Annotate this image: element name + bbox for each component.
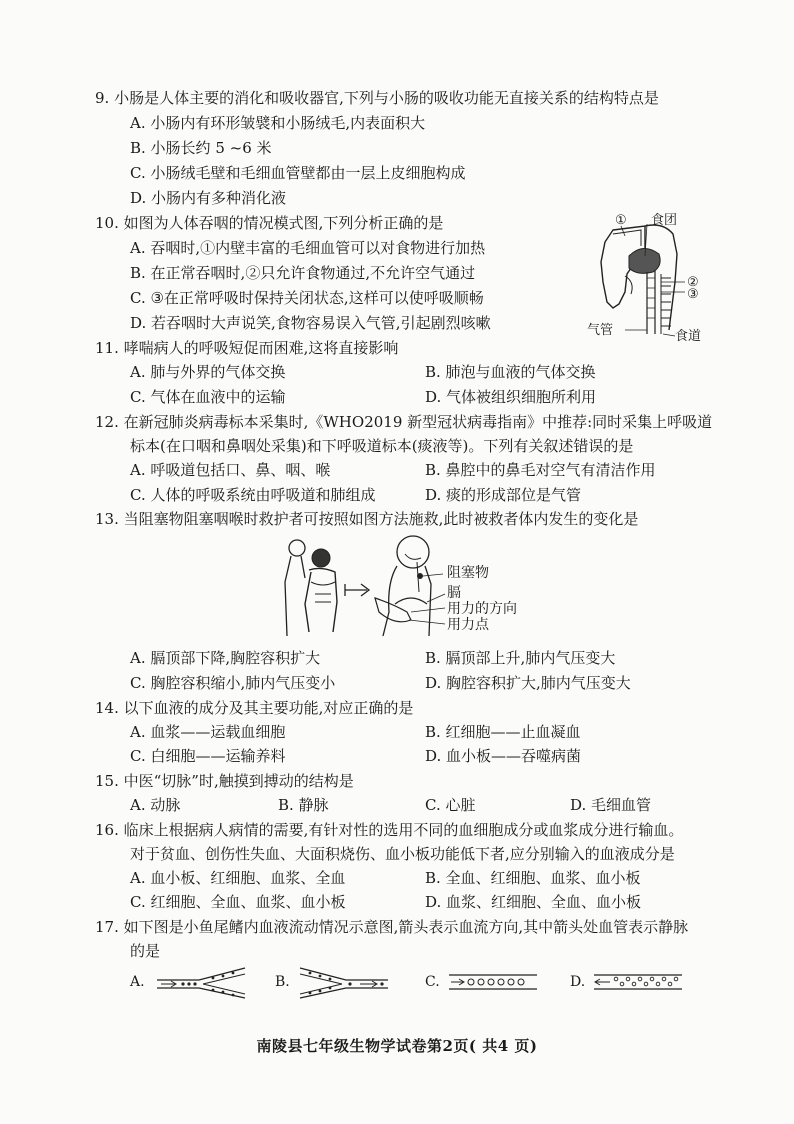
q11-option-c: C. 气体在血液中的运输	[130, 388, 286, 406]
q15-stem: 15. 中医“切脉”时,触摸到搏动的结构是	[95, 772, 354, 790]
q11-stem: 11. 哮喘病人的呼吸短促而困难,这将直接影响	[95, 339, 399, 357]
q9-option-d: D. 小肠内有多种消化液	[130, 189, 287, 207]
q14-stem: 14. 以下血液的成分及其主要功能,对应正确的是	[95, 699, 414, 717]
q12-option-c: C. 人体的呼吸系统由呼吸道和肺组成	[130, 486, 376, 504]
q12-stem-continued: 标本(在口咽和鼻咽处采集)和下呼吸道标本(痰液等)。下列有关叙述错误的是	[130, 437, 634, 455]
q15-option-b: B. 静脉	[278, 796, 329, 814]
q9-option-b: B. 小肠长约 5 ~6 米	[130, 139, 272, 157]
vessel-diverging-figure	[155, 966, 247, 1000]
q15-option-c: C. 心脏	[425, 796, 476, 814]
q10-option-c: C. ③在正常呼吸时保持关闭状态,这样可以使呼吸顺畅	[130, 289, 484, 307]
label-esophagus: 食道	[675, 329, 702, 344]
label-diaphragm: 膈	[447, 585, 461, 601]
q11-option-a: A. 肺与外界的气体交换	[130, 363, 286, 381]
q16-option-c: C. 红细胞、全血、血浆、血小板	[130, 893, 346, 911]
q13-option-a: A. 膈顶部下降,胸腔容积扩大	[130, 649, 321, 667]
q17-stem-continued: 的是	[130, 942, 161, 960]
page-footer: 南陵县七年级生物学试卷第2页( 共4 页)	[256, 1037, 538, 1055]
label-force-direction: 用力的方向	[447, 601, 517, 617]
label-1: ①	[615, 213, 627, 228]
vessel-capillary-figure	[447, 972, 539, 992]
q16-option-a: A. 血小板、红细胞、血浆、全血	[130, 869, 346, 887]
q11-option-d: D. 气体被组织细胞所利用	[425, 388, 597, 406]
vessel-converging-figure	[298, 966, 390, 1000]
q10-option-d: D. 若吞咽时大声说笑,食物容易误入气管,引起剧烈咳嗽	[130, 314, 491, 332]
q17-option-a: A.	[130, 974, 145, 990]
label-trachea: 气管	[587, 323, 614, 338]
swallowing-diagram	[585, 212, 715, 347]
q15-option-d: D. 毛细血管	[570, 796, 652, 814]
q13-option-d: D. 胸腔容积扩大,肺内气压变大	[425, 674, 631, 692]
q17-stem: 17. 如下图是小鱼尾鳍内血液流动情况示意图,箭头表示血流方向,其中箭头处血管表示静脉	[95, 918, 689, 936]
q16-option-d: D. 血浆、红细胞、全血、血小板	[425, 893, 642, 911]
q14-option-d: D. 血小板——吞噬病菌	[425, 747, 582, 765]
heimlich-diagram	[275, 532, 515, 640]
label-obstruction: 阻塞物	[447, 565, 489, 581]
q9-stem: 9. 小肠是人体主要的消化和吸收器官,下列与小肠的吸收功能无直接关系的结构特点是	[95, 89, 659, 107]
q17-option-d: D.	[570, 974, 586, 990]
q10-option-b: B. 在正常吞咽时,②只允许食物通过,不允许空气通过	[130, 264, 476, 282]
q9-option-a: A. 小肠内有环形皱襞和小肠绒毛,内表面积大	[130, 114, 426, 132]
q17-option-c: C.	[425, 974, 440, 990]
q13-option-b: B. 膈顶部上升,肺内气压变大	[425, 649, 616, 667]
q10-option-a: A. 吞咽时,①内壁丰富的毛细血管可以对食物进行加热	[130, 239, 486, 257]
q17-option-b: B.	[275, 974, 290, 990]
label-3: ③	[687, 287, 699, 302]
q12-option-d: D. 痰的形成部位是气管	[425, 486, 582, 504]
q16-option-b: B. 全血、红细胞、血浆、血小板	[425, 869, 641, 887]
q12-stem: 12. 在新冠肺炎病毒标本采集时,《WHO2019 新型冠状病毒指南》中推荐:同时采集上呼吸道	[95, 413, 713, 431]
q12-option-a: A. 呼吸道包括口、鼻、咽、喉	[130, 461, 331, 479]
q14-option-b: B. 红细胞——止血凝血	[425, 723, 581, 741]
q9-option-c: C. 小肠绒毛壁和毛细血管壁都由一层上皮细胞构成	[130, 164, 466, 182]
q13-option-c: C. 胸腔容积缩小,肺内气压变小	[130, 674, 336, 692]
label-food-bolus: 食团	[651, 213, 678, 228]
q14-option-a: A. 血浆——运载血细胞	[130, 723, 286, 741]
q16-stem-continued: 对于贫血、创伤性失血、大面积烧伤、血小板功能低下者,应分别输入的血液成分是	[130, 845, 675, 863]
label-force-point: 用力点	[447, 617, 489, 633]
q16-stem: 16. 临床上根据病人病情的需要,有针对性的选用不同的血细胞成分或血浆成分进行输血。	[95, 821, 684, 839]
label-2: ②	[687, 275, 699, 290]
q13-stem: 13. 当阻塞物阻塞咽喉时救护者可按照如图方法施救,此时被救者体内发生的变化是	[95, 510, 639, 528]
vessel-straight-figure	[592, 972, 684, 992]
q10-stem: 10. 如图为人体吞咽的情况模式图,下列分析正确的是	[95, 214, 444, 232]
q15-option-a: A. 动脉	[130, 796, 181, 814]
q11-option-b: B. 肺泡与血液的气体交换	[425, 363, 596, 381]
q14-option-c: C. 白细胞——运输养料	[130, 747, 286, 765]
q12-option-b: B. 鼻腔中的鼻毛对空气有清洁作用	[425, 461, 656, 479]
